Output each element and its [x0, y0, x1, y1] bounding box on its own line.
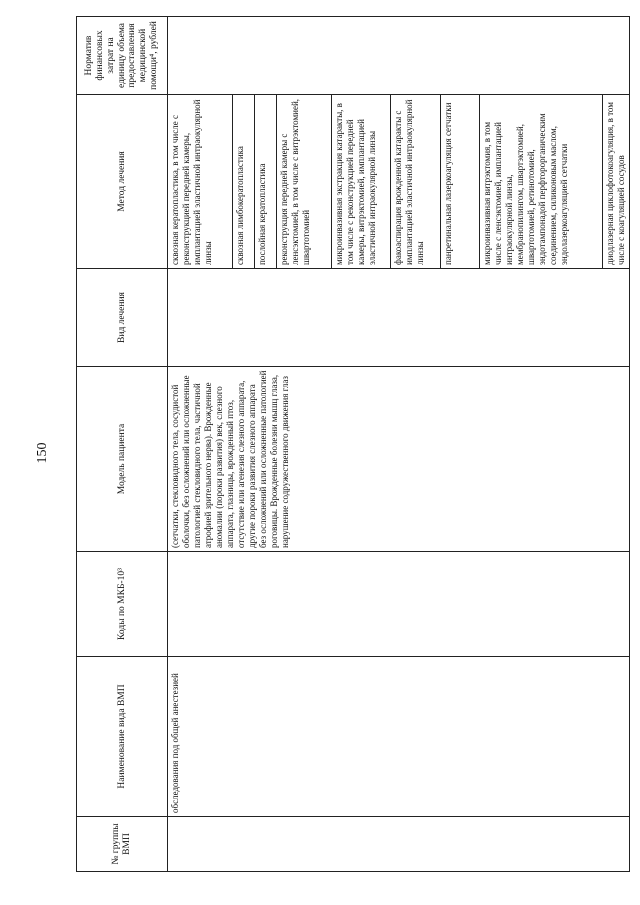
table-header-row	[77, 17, 168, 872]
method-item: сквозная лимбокератопластика	[233, 95, 255, 268]
method-item: панретинальная лазеркоагуляция сетчатки	[441, 95, 480, 268]
header-vmp-name: Наименование вида ВМП	[77, 657, 168, 817]
cell-icd-codes	[168, 552, 630, 657]
method-item: факоаспирация врожденной катаракты с имплантацией эластичной интраокулярной линзы	[391, 95, 441, 268]
header-method: Метод лечения	[77, 95, 168, 269]
rotated-page-content	[76, 17, 626, 872]
page-number: 150	[35, 442, 50, 464]
header-icd-codes: Коды по МКБ-10³	[77, 552, 168, 657]
header-patient-model: Модель пациента	[77, 367, 168, 552]
header-treatment-type: Вид лечения	[77, 269, 168, 367]
header-cost-norm: Норматив финансовых затрат на единицу объема предоставления медицинской помощи⁴, рублей	[77, 17, 168, 95]
header-group-no: № группы ВМП	[77, 817, 168, 872]
method-item: сквозная кератопластика, в том числе с реконструкцией передней камеры, имплантацией эластичной интраокулярной линзы	[168, 95, 233, 268]
cell-treatment-type	[168, 269, 630, 367]
cell-vmp-name: обследования под общей анестезией	[168, 657, 630, 817]
method-item: микроинвазивная витрэктомия, в том числе с ленсэктомией, имплантацией интраокулярной линзы, мембранопилингом, швартэктомией, швартотомией, ретинотомией, эндотампонадой перфторорганическим соединением, силиконовым маслом, эндолазеркоагуляцией сетчатки	[480, 95, 603, 268]
method-item: реконструкция передней камеры с ленсэктомией, в том числе с витрэктомией, швартотомией	[277, 95, 332, 268]
cell-cost-norm	[168, 17, 630, 95]
method-item: послойная кератопластика	[255, 95, 277, 268]
cell-group-no	[168, 817, 630, 872]
vmp-table	[76, 16, 630, 872]
method-item: микроинвазивная экстракция катаракты, в том числе с реконструкцией передней камеры, витрэктомией, имплантацией эластичной интраокулярной линзы	[332, 95, 391, 268]
cell-patient-model: (сетчатки, стекловидного тела, сосудистой оболочки, без осложнений или осложненные патологией стекловидного тела, частичной атрофией зрительного нерва). Врожденные аномалии (пороки развития) век, слезного аппарата, глазницы, врожденный птоз, отсутствие или агенезия слезного аппарата, другие пороки развития слезного аппарата без осложнений или осложненные патологией роговицы. Врожденные болезни мышц глаза, нарушение содружественного движения глаз	[168, 367, 630, 552]
cell-methods	[168, 95, 630, 269]
method-item: диодлазерная циклофотокоагуляция, в том числе с коагуляцией сосудов	[605, 102, 626, 265]
table-row	[168, 17, 630, 872]
